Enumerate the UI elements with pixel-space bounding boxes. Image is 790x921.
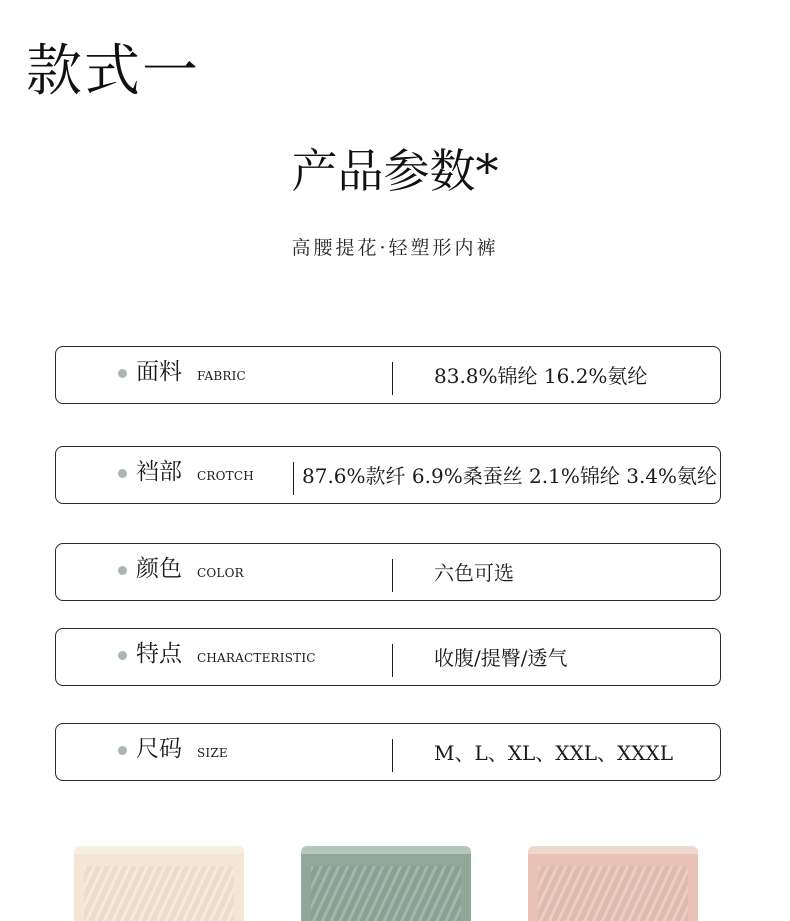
param-label-cn: 尺码 bbox=[136, 736, 182, 762]
product-image-green bbox=[301, 846, 471, 921]
divider bbox=[293, 462, 294, 495]
bullet-dot-icon bbox=[118, 566, 127, 575]
param-row-fabric bbox=[55, 346, 721, 404]
style-title: 款式一 bbox=[26, 39, 200, 104]
product-image-pink bbox=[528, 846, 698, 921]
bullet-dot-icon bbox=[118, 469, 127, 478]
param-label-en: COLOR bbox=[197, 566, 244, 580]
param-label-cn: 颜色 bbox=[136, 556, 182, 582]
param-value: 收腹/提臀/透气 bbox=[434, 646, 568, 670]
param-label-cn: 裆部 bbox=[136, 459, 182, 485]
param-row-color bbox=[55, 543, 721, 601]
divider bbox=[392, 559, 393, 592]
product-image-cream bbox=[74, 846, 244, 921]
param-row-crotch bbox=[55, 446, 721, 504]
param-row-size bbox=[55, 723, 721, 781]
param-value: 83.8%锦纶 16.2%氨纶 bbox=[434, 364, 648, 388]
param-label-en: SIZE bbox=[197, 746, 228, 760]
divider bbox=[392, 362, 393, 395]
param-label-cn: 特点 bbox=[136, 641, 182, 667]
product-subtitle: 高腰提花·轻塑形内裤 bbox=[291, 237, 499, 259]
param-value: M、L、XL、XXL、XXXL bbox=[434, 741, 674, 765]
param-label-cn: 面料 bbox=[136, 359, 182, 385]
bullet-dot-icon bbox=[118, 651, 127, 660]
divider bbox=[392, 739, 393, 772]
bullet-dot-icon bbox=[118, 746, 127, 755]
param-value: 87.6%款纤 6.9%桑蚕丝 2.1%锦纶 3.4%氨纶 bbox=[302, 464, 718, 488]
param-label-en: CROTCH bbox=[197, 469, 254, 483]
page-title: 产品参数* bbox=[291, 144, 499, 198]
param-label-en: FABRIC bbox=[197, 369, 246, 383]
bullet-dot-icon bbox=[118, 369, 127, 378]
param-label-en: CHARACTERISTIC bbox=[197, 651, 316, 665]
product-images bbox=[0, 843, 790, 915]
param-row-characteristic bbox=[55, 628, 721, 686]
divider bbox=[392, 644, 393, 677]
param-value: 六色可选 bbox=[434, 561, 514, 585]
